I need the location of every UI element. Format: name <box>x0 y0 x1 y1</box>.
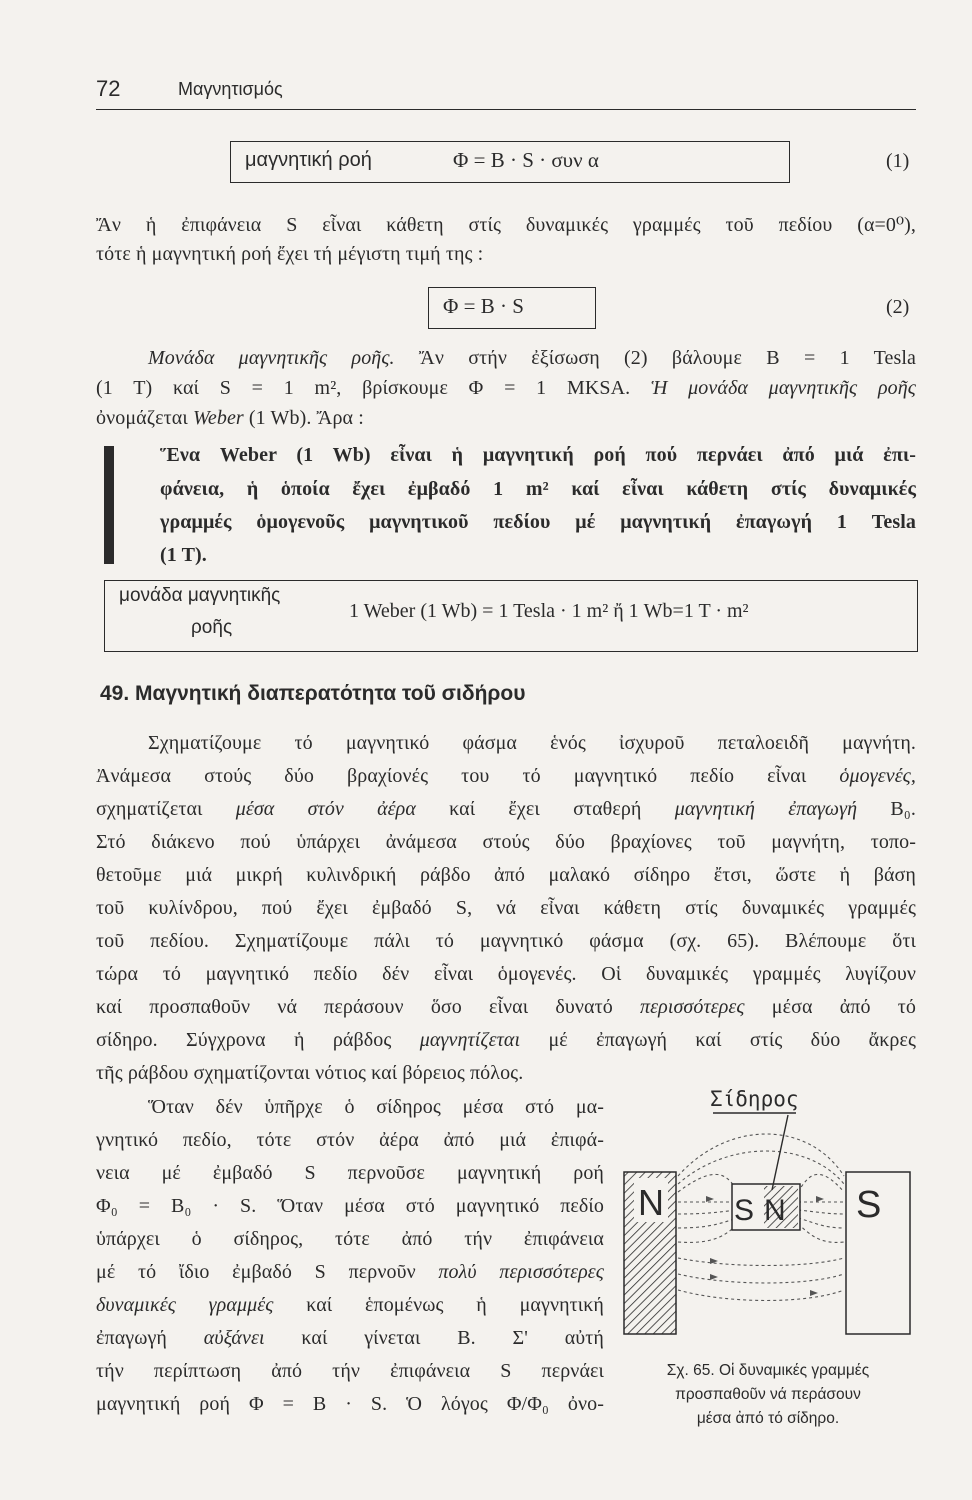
body-line <box>96 1026 916 1054</box>
unit-heading: Μονάδα μαγνητικῆς ροῆς. <box>148 347 395 369</box>
caption-line: μέσα ἀπό τό σίδηρο. <box>696 1410 840 1427</box>
text: ὀνομάζεται <box>96 407 188 429</box>
text: ἐπαγωγή <box>96 1327 167 1349</box>
figure-caption <box>612 1359 924 1431</box>
equation-2-formula: Φ = B · S <box>443 294 524 318</box>
running-title: Μαγνητισμός <box>178 79 283 99</box>
equation-2-box <box>428 287 596 329</box>
unit-paragraph-line-3 <box>96 404 364 432</box>
unit-paragraph-line-2 <box>96 374 916 402</box>
emphasis: περισσότερες <box>640 996 745 1018</box>
figure-65 <box>618 1080 918 1350</box>
section-title: Μαγνητική διαπερατότητα τοῦ σιδήρου <box>135 682 526 705</box>
iron-label: Σίδηρος <box>710 1087 799 1111</box>
emphasis: ὁμογενές, <box>839 765 916 787</box>
text: Ἄν στήν ἐξίσωση (2) βάλουμε B = 1 Tesla <box>418 347 916 369</box>
text: καί ἑπομένως ἡ μαγνητική <box>306 1294 604 1316</box>
body-line <box>96 993 916 1021</box>
equation-1-label: μαγνητική ροή <box>245 149 372 171</box>
equation-1-box <box>230 141 790 183</box>
body-line <box>96 795 916 823</box>
text: καί προσπαθοῦν νά περάσουν ὅσο εἶναι δυνατό <box>96 996 613 1018</box>
pole-label-left: N <box>638 1182 664 1223</box>
definition-line: Ἕνα Weber (1 Wb) εἶναι ἡ μαγνητική ροή πού περνάει ἀπό μιά ἐπι- <box>160 444 916 466</box>
narrow-line <box>96 1291 604 1319</box>
narrow-line <box>96 1258 604 1286</box>
text: καί γίνεται B. Σ' αὐτή <box>301 1327 604 1349</box>
narrow-line: τήν περίπτωση ἀπό τήν ἐπιφάνεια S περνάει <box>96 1360 604 1382</box>
unit-box-formula: 1 Weber (1 Wb) = 1 Tesla · 1 m² ἤ 1 Wb=1 T · m² <box>349 600 749 622</box>
pole-label-right: S <box>856 1184 882 1226</box>
header-rule <box>96 109 916 110</box>
emphasis: μαγνητική ἐπαγωγή <box>674 798 858 820</box>
body-line: Σχηματίζουμε τό μαγνητικό φάσμα ἑνός ἰσχυροῦ πεταλοειδῆ μαγνήτη. <box>148 732 916 754</box>
emphasis: Weber <box>192 407 244 429</box>
narrow-line: μαγνητική ροή Φ = B · S. Ὁ λόγος Φ/Φ₀ ὀνο- <box>96 1393 604 1415</box>
text: Ἀνάμεσα στούς δύο βραχίονές του τό μαγνητικό πεδίο εἶναι <box>96 765 807 787</box>
text: μέ τό ἴδιο ἐμβαδό S περνοῦν <box>96 1261 416 1283</box>
definition-bar <box>104 446 114 564</box>
emphasis: Ἡ μονάδα μαγνητικῆς ροῆς <box>650 377 916 399</box>
iron-label-n: N <box>764 1194 786 1227</box>
text: σίδηρο. Σύγχρονα ἡ ράβδος <box>96 1029 392 1051</box>
unit-paragraph-line-1 <box>148 344 916 372</box>
section-number: 49. <box>100 682 130 705</box>
narrow-line: γνητικό πεδίο, τότε στόν ἀέρα ἀπό μιά ἐπιφά- <box>96 1129 604 1151</box>
emphasis: μαγνητίζεται <box>419 1029 521 1051</box>
caption-line: Σχ. 65. Οἱ δυναμικές γραμμές <box>666 1362 870 1379</box>
body-line: τοῦ κυλίνδρου, πού ἔχει ἐμβαδό S, νά εἶναι κάθετη στίς δυναμικές γραμμές <box>96 897 916 919</box>
text: καί ἔχει σταθερή <box>449 798 642 820</box>
text: (1 Wb). Ἄρα : <box>248 407 364 429</box>
text: μέσα ἀπό τό <box>771 996 916 1018</box>
text: (1 T) καί S = 1 m², βρίσκουμε Φ = 1 MKSA. <box>96 377 631 399</box>
body-line: τῆς ράβδου σχηματίζονται νότιος καί βόρειος πόλος. <box>96 1062 524 1084</box>
text: σχηματίζεται <box>96 798 203 820</box>
equation-1-formula: Φ = B · S · συν α <box>453 148 599 172</box>
caption-line: προσπαθοῦν νά περάσουν <box>675 1386 861 1403</box>
body-line: τοῦ πεδίου. Σχηματίζουμε πάλι τό μαγνητικό φάσμα (σχ. 65). Βλέπουμε ὅτι <box>96 930 916 952</box>
narrow-line <box>96 1324 604 1352</box>
body-line <box>96 762 916 790</box>
paragraph-line: Ἄν ἡ ἐπιφάνεια S εἶναι κάθετη στίς δυναμικές γραμμές τοῦ πεδίου (α=0⁰), <box>96 214 916 236</box>
body-line: Στό διάκενο πού ὑπάρχει ἀνάμεσα στούς δύο βραχίονες τοῦ μαγνήτη, τοπο- <box>96 831 916 853</box>
emphasis: αὐξάνει <box>203 1327 265 1349</box>
unit-box <box>104 580 918 652</box>
text: μέ ἐπαγωγή καί στίς δύο ἄκρες <box>548 1029 916 1051</box>
narrow-line: ὑπάρχει ὁ σίδηρος, τότε ἀπό τήν ἐπιφάνεια <box>96 1228 604 1250</box>
equation-1-number: (1) <box>886 150 910 172</box>
definition-line: φάνεια, ἡ ὁποία ἔχει ἐμβαδό 1 m² καί εἶναι κάθετη στίς δυναμικές <box>160 478 916 500</box>
emphasis: δυναμικές γραμμές <box>96 1294 274 1316</box>
definition-line: γραμμές ὁμογενοῦς μαγνητικοῦ πεδίου μέ μαγνητική ἐπαγωγή 1 Tesla <box>160 511 916 533</box>
page-number: 72 <box>96 76 121 101</box>
narrow-line: νεια μέ ἐμβαδό S περνοῦσε μαγνητική ροή <box>96 1162 604 1184</box>
unit-box-label: ροῆς <box>191 617 233 638</box>
narrow-line: Φ₀ = B₀ · S. Ὅταν μέσα στό μαγνητικό πεδίο <box>96 1195 604 1217</box>
paragraph-line: τότε ἡ μαγνητική ροή ἔχει τή μέγιστη τιμή της : <box>96 243 484 265</box>
narrow-line: Ὅταν δέν ὑπῆρχε ὁ σίδηρος μέσα στό μα- <box>148 1096 604 1118</box>
unit-box-label: μονάδα μαγνητικῆς <box>119 585 281 606</box>
equation-2-number: (2) <box>886 296 910 318</box>
emphasis: πολύ περισσότερες <box>438 1261 604 1283</box>
emphasis: μέσα στόν ἀέρα <box>235 798 416 820</box>
body-line: θετοῦμε μιά μικρή κυλινδρική ράβδο ἀπό μαλακό σίδηρο ἔτσι, ὥστε ἡ βάση <box>96 864 916 886</box>
text: B₀. <box>890 798 916 820</box>
body-line: τώρα τό μαγνητικό πεδίο δέν εἶναι ὁμογενές. Οἱ δυναμικές γραμμές λυγίζουν <box>96 963 916 985</box>
iron-label-s: S <box>734 1194 755 1227</box>
section-heading <box>100 682 525 706</box>
definition-line: (1 T). <box>160 544 207 566</box>
